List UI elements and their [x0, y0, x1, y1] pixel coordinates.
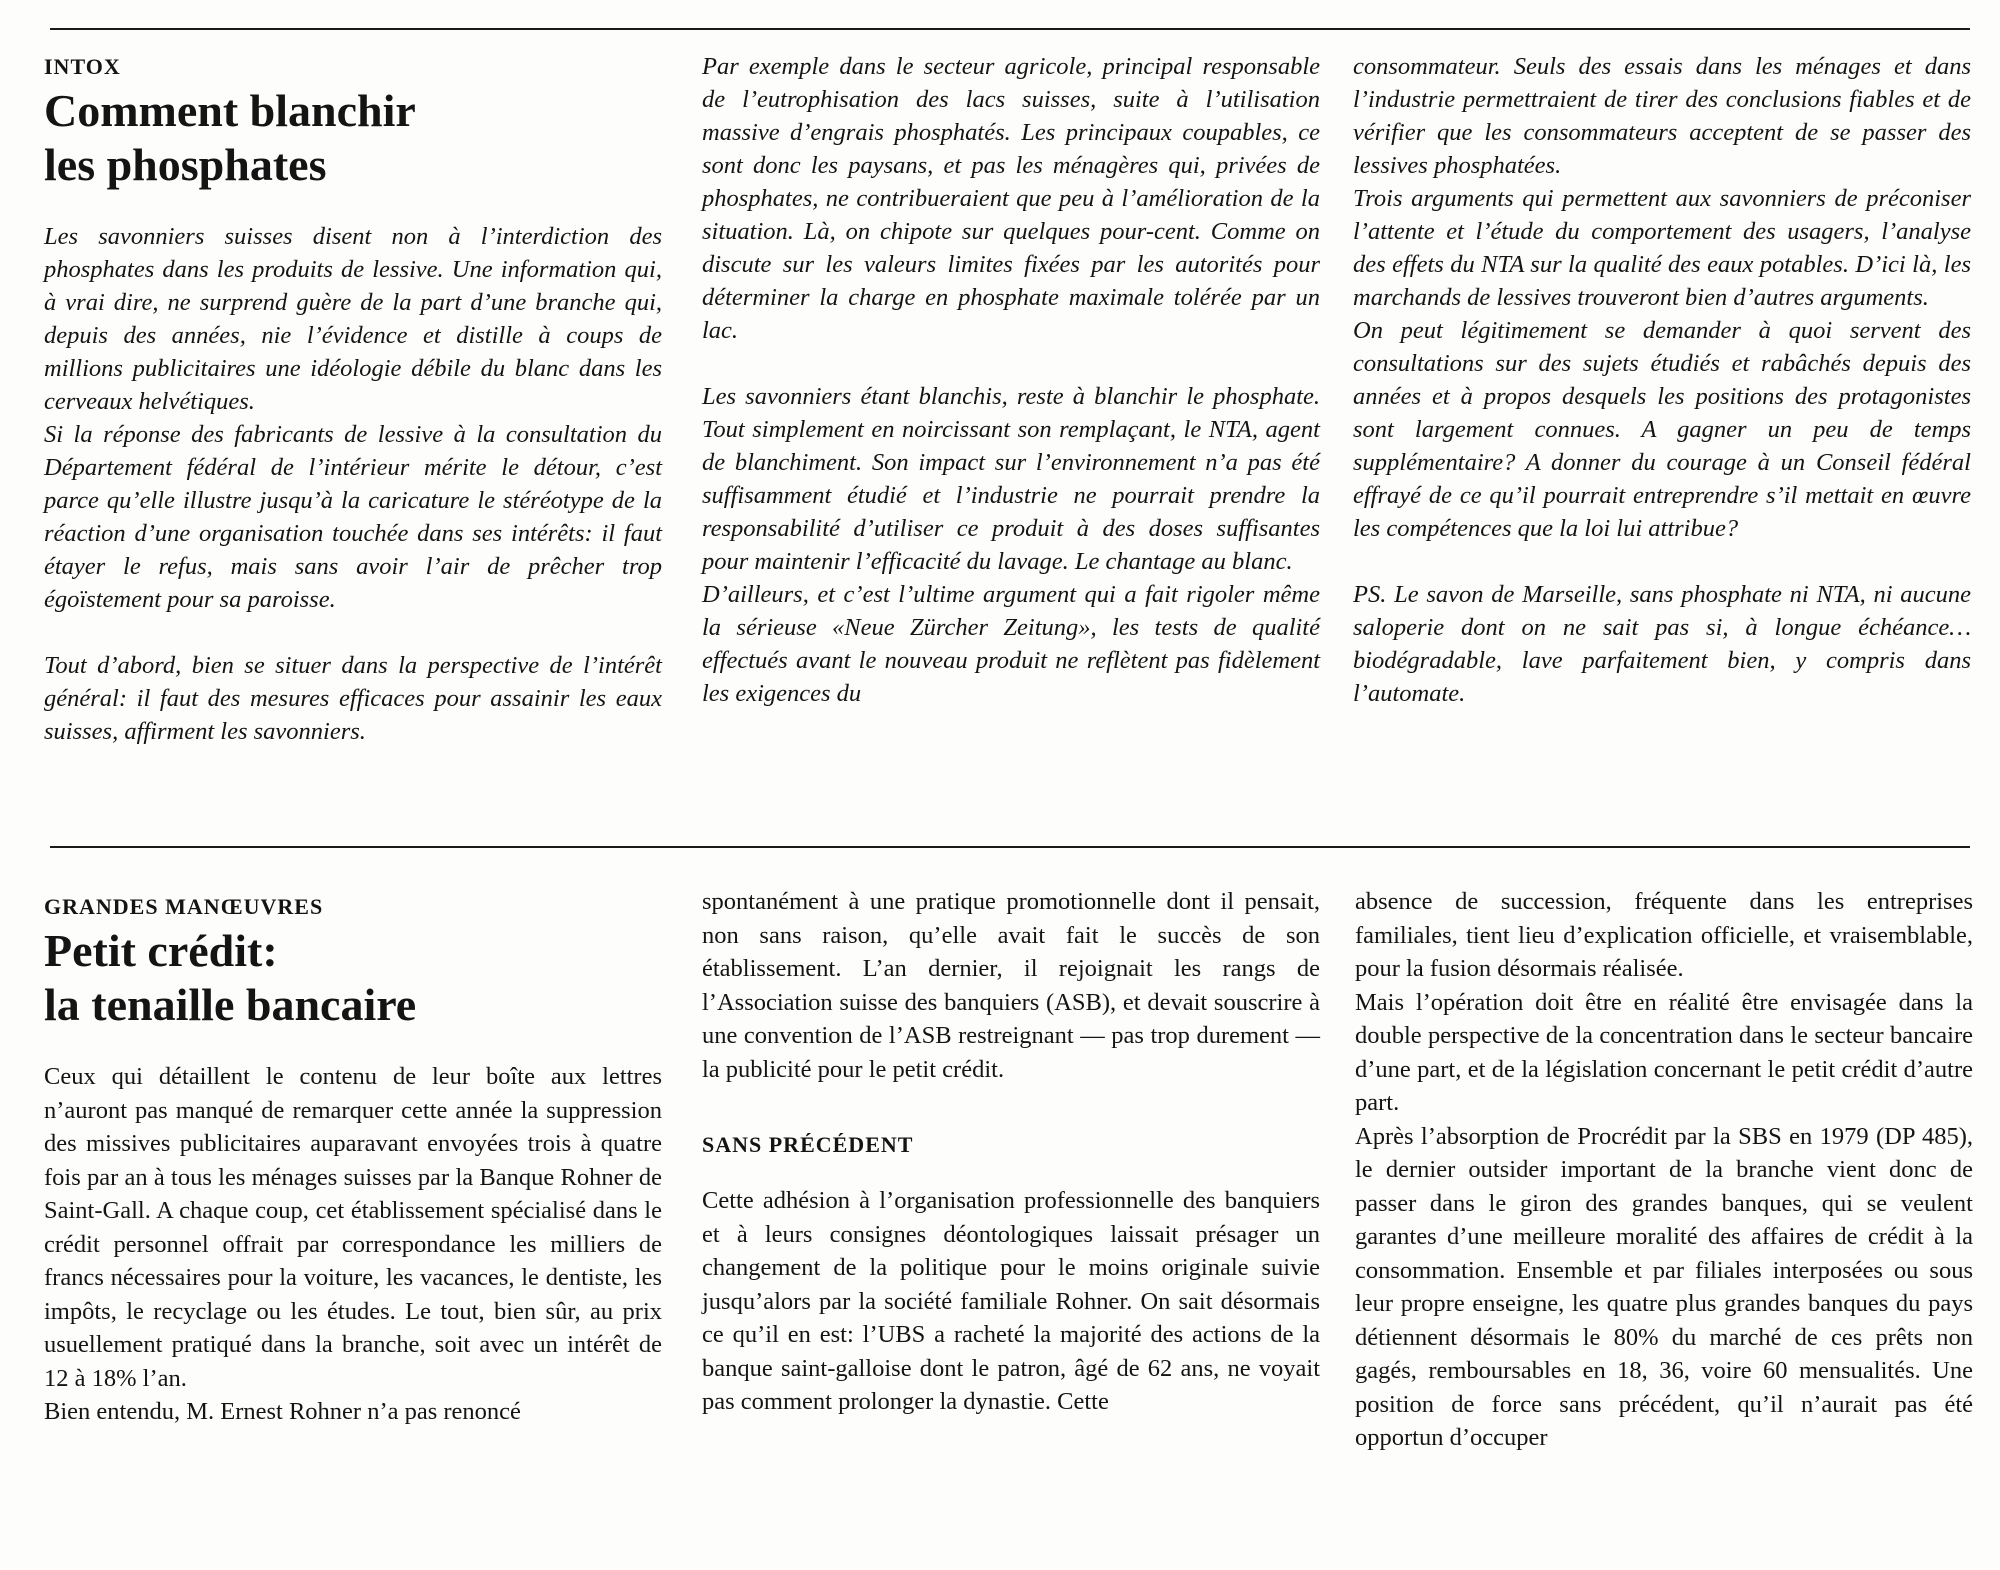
article2-kicker: GRANDES MANŒUVRES — [44, 894, 324, 919]
article1-title-line2: les phosphates — [44, 139, 327, 190]
article1-kicker: INTOX — [44, 54, 121, 79]
section-divider-rule — [50, 846, 1970, 848]
article2-title-line1: Petit crédit: — [44, 925, 278, 976]
article1-paragraph: Par exemple dans le secteur agricole, principal responsable de l’eutrophisation des lacs suisses, suite à l’utilisation massive d’engrais phosphatés. Les principaux coupables, ce sont donc les paysans, et pas les ménagères qui, privées de phosphates, ne contribueraient que peu à l’amélioration de la situation. Là, on chipote sur quelques pour-cent. Comme on discute sur les valeurs limites fixées par les autorités pour déterminer la charge en phosphate maximale tolérée par un lac. — [702, 53, 1320, 344]
article1-paragraph: consommateur. Seuls des essais dans les ménages et dans l’industrie permettraient de tirer des conclusions fiables et de vérifier que les consommateurs acceptent de se passer des lessives phosphatées. — [1353, 53, 1971, 179]
article2-paragraph: Bien entendu, M. Ernest Rohner n’a pas renoncé — [44, 1398, 521, 1425]
article2-column-2 — [702, 885, 1320, 1419]
article2-paragraph: Ceux qui détaillent le contenu de leur boîte aux lettres n’auront pas manqué de remarquer cette année la suppression des missives publicitaires auparavant envoyées trois à quatre fois par an à tous les ménages suisses par la Banque Rohner de Saint-Gall. A chaque coup, cet établissement spécialisé dans le crédit personnel offrait par correspondance les milliers de francs nécessaires pour la voiture, les vacances, le dentiste, les impôts, le recyclage ou les études. Le tout, bien sûr, au prix usuellement pratiqué dans la branche, soit avec un intérêt de 12 à 18% l’an. — [44, 1063, 662, 1392]
article1-column-2 — [702, 50, 1320, 710]
article1-title — [44, 84, 662, 192]
article1-title-line1: Comment blanchir — [44, 85, 416, 136]
article2-subhead: SANS PRÉCÉDENT — [702, 1132, 914, 1157]
article1-paragraph: D’ailleurs, et c’est l’ultime argument qui a fait rigoler même la sérieuse «Neue Zürcher Zeitung», les tests de qualité effectués avant le nouveau produit ne reflètent pas fidèlement les exigences du — [702, 581, 1320, 707]
article2-paragraph: Cette adhésion à l’organisation professionnelle des banquiers et à leurs consignes déontologiques laissait présager un changement de la politique pour le moins originale suivie jusqu’alors par la société familiale Rohner. On sait désormais ce qu’il en est: l’UBS a racheté la majorité des actions de la banque saint-galloise dont le patron, âgé de 62 ans, ne voyait pas comment prolonger la dynastie. Cette — [702, 1187, 1320, 1415]
article1-paragraph: Trois arguments qui permettent aux savonniers de préconiser l’attente et l’étude du comportement des usagers, l’analyse des effets du NTA sur la qualité des eaux potables. D’ici là, les marchands de lessives trouveront bien d’autres arguments. — [1353, 185, 1971, 311]
article1-paragraph: Les savonniers suisses disent non à l’interdiction des phosphates dans les produits de lessive. Une information qui, à vrai dire, ne surprend guère de la part d’une branche qui, depuis des années, nie l’évidence et distille à coups de millions publicitaires une idéologie débile du blanc dans les cerveaux helvétiques. — [44, 223, 662, 415]
article2-title — [44, 924, 662, 1032]
article1-column-3 — [1353, 50, 1971, 710]
article2-column-3 — [1355, 885, 1973, 1455]
top-rule — [50, 28, 1970, 30]
article1-paragraph: Tout d’abord, bien se situer dans la perspective de l’intérêt général: il faut des mesures efficaces pour assainir les eaux suisses, affirment les savonniers. — [44, 652, 662, 745]
article1-column-1 — [44, 46, 662, 748]
article1-paragraph: Les savonniers étant blanchis, reste à blanchir le phosphate. Tout simplement en noircissant son remplaçant, le NTA, agent de blanchiment. Son impact sur l’environnement n’a pas été suffisamment étudié et l’industrie ne pourrait prendre la responsabilité d’utiliser ce produit à des doses suffisantes pour maintenir l’efficacité du lavage. Le chantage au blanc. — [702, 383, 1320, 575]
article2-title-line2: la tenaille bancaire — [44, 979, 417, 1030]
article1-postscript: PS. Le savon de Marseille, sans phosphate ni NTA, ni aucune saloperie dont on ne sait pas si, à longue échéance… biodégradable, lave parfaitement bien, y compris dans l’automate. — [1353, 581, 1971, 707]
article2-paragraph: absence de succession, fréquente dans les entreprises familiales, tient lieu d’explication officielle, et vraisemblable, pour la fusion désormais réalisée. — [1355, 888, 1973, 982]
article2-paragraph: Mais l’opération doit être en réalité être envisagée dans la double perspective de la concentration dans le secteur bancaire d’une part, et de la législation concernant le petit crédit d’autre part. — [1355, 988, 1973, 1116]
article1-paragraph: Si la réponse des fabricants de lessive à la consultation du Département fédéral de l’intérieur mérite le détour, c’est parce qu’elle illustre jusqu’à la caricature le stéréotype de la réaction d’une organisation touchée dans ses intérêts: il faut étayer le refus, mais sans avoir l’air de prêcher trop égoïstement pour sa paroisse. — [44, 421, 662, 613]
article2-paragraph: spontanément à une pratique promotionnelle dont il pensait, non sans raison, qu’elle avait fait le succès de son établissement. L’an dernier, il rejoignait les rangs de l’Association suisse des banquiers (ASB), et devait souscrire à une convention de l’ASB restreignant — pas trop durement — la publicité pour le petit crédit. — [702, 888, 1320, 1083]
article2-paragraph: Après l’absorption de Procrédit par la SBS en 1979 (DP 485), le dernier outsider important de la branche vient donc de passer dans le giron des grandes banques, qui se veulent garantes d’une meilleure moralité des affaires de crédit à la consommation. Ensemble et par filiales interposées ou sous leur propre enseigne, les quatre plus grandes banques du pays détiennent désormais le 80% du marché de ces prêts non gagés, remboursables en 18, 36, voire 60 mensualités. Une position de force sans précédent, qu’il n’aurait pas été opportun d’occuper — [1355, 1122, 1973, 1451]
article2-column-1 — [44, 886, 662, 1429]
article1-paragraph: On peut légitimement se demander à quoi servent des consultations sur des sujets étudiés et rabâchés depuis des années et à propos desquels les positions des protagonistes sont largement connues. A gagner un peu de temps supplémentaire? A donner du courage à un Conseil fédéral effrayé de ce qu’il pourrait entreprendre s’il mettait en œuvre les compétences que la loi lui attribue? — [1353, 317, 1971, 542]
